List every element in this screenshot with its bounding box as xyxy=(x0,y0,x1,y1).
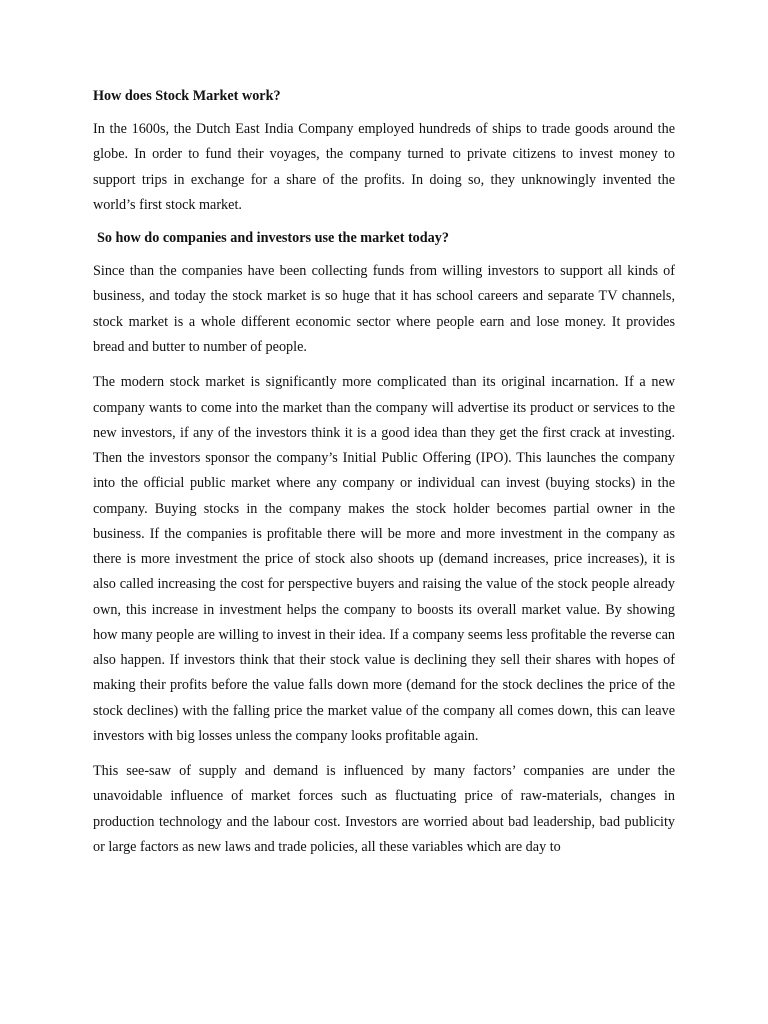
document-page xyxy=(93,86,675,870)
section-heading-how-stock-market-works: How does Stock Market work? xyxy=(93,88,281,104)
section-heading-companies-investors: So how do companies and investors use the market today? xyxy=(97,230,449,247)
paragraph-dutch-east-india: In the 1600s, the Dutch East India Company employed hundreds of ships to trade goods around the globe. In order to fund their voyages, the company turned to private citizens to invest money to support trips in exchange for a share of the profits. In doing so, they unknowingly invented the world’s first stock market. xyxy=(93,121,675,213)
paragraph-see-saw-supply-demand: This see-saw of supply and demand is influenced by many factors’ companies are under the unavoidable influence of market forces such as fluctuating price of raw-materials, changes in production technology and the labour cost. Investors are worried about bad leadership, bad publicity or large factors as new laws and trade policies, all these variables which are day to xyxy=(93,763,675,856)
paragraph-modern-stock-market: The modern stock market is significantly more complicated than its original incarnation. If a new company wants to come into the market than the company will advertise its product or services to the new investors, if any of the investors think it is a good idea than they get the first crack at investing. Then the investors sponsor the company’s Initial Public Offering (IPO). This launches the company into the official public market where any company or individual can invest (buying stocks) in the company. Buying stocks in the company makes the stock holder becomes partial owner in the business. If the companies is profitable there will be more and more investment in the company as there is more investment the price of stock also shoots up (demand increases, price increases), it is also called increasing the cost for perspective buyers and raising the value of the stock people already own, this increase in investment helps the company to boosts its overall market value. By showing how many people are willing to invest in their idea. If a company seems less profitable the reverse can also happen. If investors think that their stock value is declining they sell their shares with hopes of making their profits before the value falls down more (demand for the stock declines the price of the stock declines) with the falling price the market value of the company all comes down, this can leave investors with big losses unless the company looks profitable again. xyxy=(93,374,675,744)
paragraph-since-then: Since than the companies have been collecting funds from willing investors to support all kinds of business, and today the stock market is so huge that it has school careers and separate TV channels, stock market is a whole different economic sector where people earn and lose money. It provides bread and butter to number of people. xyxy=(93,263,675,356)
